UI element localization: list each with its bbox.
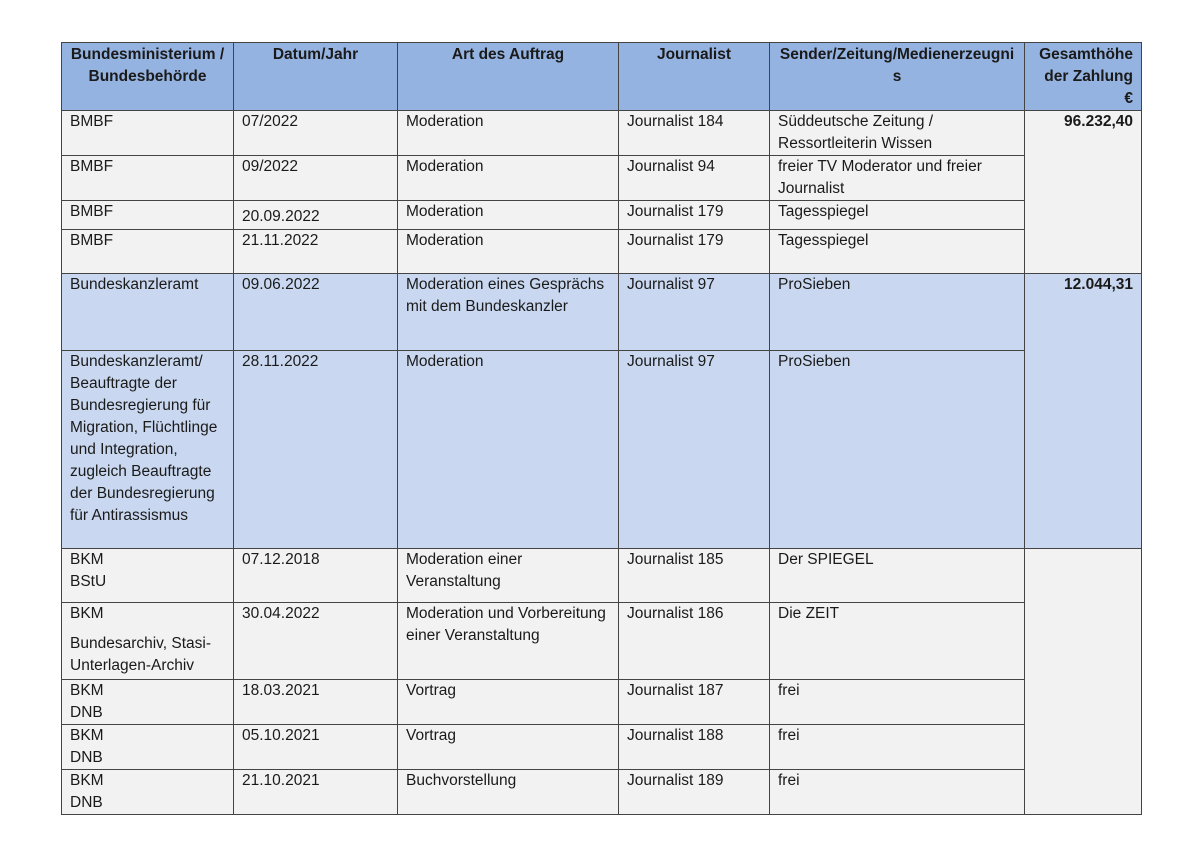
ministry-name: BKM (70, 551, 104, 568)
cell-date: 09/2022 (234, 156, 398, 201)
cell-journalist: Journalist 185 (619, 549, 770, 603)
cell-ministry (62, 603, 234, 680)
ministry-name: BKM (70, 605, 104, 622)
cell-journalist: Journalist 188 (619, 725, 770, 770)
ministry-sub: Bundesarchiv, Stasi-Unterlagen-Archiv (70, 635, 211, 674)
cell-type: Moderation und Vorbereitung einer Veranstaltung (398, 603, 619, 680)
cell-journalist: Journalist 184 (619, 111, 770, 156)
cell-ministry: BMBF (62, 230, 234, 274)
cell-journalist: Journalist 179 (619, 201, 770, 230)
ministry-name: BKM (70, 682, 104, 699)
table-row (62, 230, 1142, 274)
cell-journalist: Journalist 189 (619, 770, 770, 815)
cell-ministry: BMBF (62, 201, 234, 230)
table-row (62, 274, 1142, 351)
cell-outlet: frei (770, 770, 1025, 815)
group-total: 96.232,40 (1025, 111, 1142, 274)
payments-table (61, 42, 1142, 815)
ministry-sub: DNB (70, 704, 103, 721)
cell-ministry: BMBF (62, 111, 234, 156)
cell-outlet: frei (770, 725, 1025, 770)
cell-outlet: Die ZEIT (770, 603, 1025, 680)
table-row (62, 680, 1142, 725)
cell-date: 07/2022 (234, 111, 398, 156)
cell-journalist: Journalist 187 (619, 680, 770, 725)
ministry-name: BKM (70, 772, 104, 789)
cell-outlet: Der SPIEGEL (770, 549, 1025, 603)
table-row (62, 351, 1142, 549)
cell-type: Moderation (398, 201, 619, 230)
cell-ministry (62, 549, 234, 603)
table-row (62, 549, 1142, 603)
ministry-sub: BStU (70, 573, 107, 590)
group-total (1025, 549, 1142, 815)
cell-ministry: Bundeskanzleramt (62, 274, 234, 351)
cell-type: Moderation einer Veranstaltung (398, 549, 619, 603)
cell-ministry (62, 770, 234, 815)
table-row (62, 156, 1142, 201)
table-row (62, 725, 1142, 770)
cell-type: Buchvorstellung (398, 770, 619, 815)
cell-outlet: Tagesspiegel (770, 201, 1025, 230)
cell-type: Moderation eines Gesprächs mit dem Bundeskanzler (398, 274, 619, 351)
cell-journalist: Journalist 94 (619, 156, 770, 201)
header-ministry: Bundesministerium / Bundesbehörde (62, 43, 234, 111)
cell-ministry: Bundeskanzleramt/ Beauftragte der Bundesregierung für Migration, Flüchtlinge und Integration, zugleich Beauftragte der Bundesregierung für Antirassismus (62, 351, 234, 549)
cell-journalist: Journalist 97 (619, 351, 770, 549)
cell-type: Vortrag (398, 680, 619, 725)
cell-date: 28.11.2022 (234, 351, 398, 549)
cell-date: 05.10.2021 (234, 725, 398, 770)
group-total: 12.044,31 (1025, 274, 1142, 549)
cell-outlet: Süddeutsche Zeitung / Ressortleiterin Wissen (770, 111, 1025, 156)
cell-date: 30.04.2022 (234, 603, 398, 680)
cell-date: 07.12.2018 (234, 549, 398, 603)
cell-outlet: Tagesspiegel (770, 230, 1025, 274)
cell-type: Moderation (398, 111, 619, 156)
table-row (62, 770, 1142, 815)
cell-type: Vortrag (398, 725, 619, 770)
cell-journalist: Journalist 179 (619, 230, 770, 274)
cell-date: 20.09.2022 (234, 201, 398, 230)
cell-journalist: Journalist 186 (619, 603, 770, 680)
cell-outlet: freier TV Moderator und freier Journalist (770, 156, 1025, 201)
table-row (62, 603, 1142, 680)
cell-date: 09.06.2022 (234, 274, 398, 351)
cell-type: Moderation (398, 351, 619, 549)
cell-date: 21.10.2021 (234, 770, 398, 815)
cell-outlet: ProSieben (770, 351, 1025, 549)
header-date: Datum/Jahr (234, 43, 398, 111)
cell-outlet: ProSieben (770, 274, 1025, 351)
table-row (62, 201, 1142, 230)
ministry-sub: DNB (70, 749, 103, 766)
cell-ministry (62, 725, 234, 770)
header-row (62, 43, 1142, 111)
cell-ministry: BMBF (62, 156, 234, 201)
cell-type: Moderation (398, 230, 619, 274)
cell-outlet: frei (770, 680, 1025, 725)
header-total: Gesamthöhe der Zahlung € (1025, 43, 1142, 111)
ministry-name: BKM (70, 727, 104, 744)
header-journalist: Journalist (619, 43, 770, 111)
header-outlet: Sender/Zeitung/Medienerzeugnis (770, 43, 1025, 111)
cell-date: 18.03.2021 (234, 680, 398, 725)
cell-ministry (62, 680, 234, 725)
cell-journalist: Journalist 97 (619, 274, 770, 351)
header-type: Art des Auftrag (398, 43, 619, 111)
cell-type: Moderation (398, 156, 619, 201)
ministry-sub: DNB (70, 794, 103, 811)
cell-date: 21.11.2022 (234, 230, 398, 274)
table-row (62, 111, 1142, 156)
